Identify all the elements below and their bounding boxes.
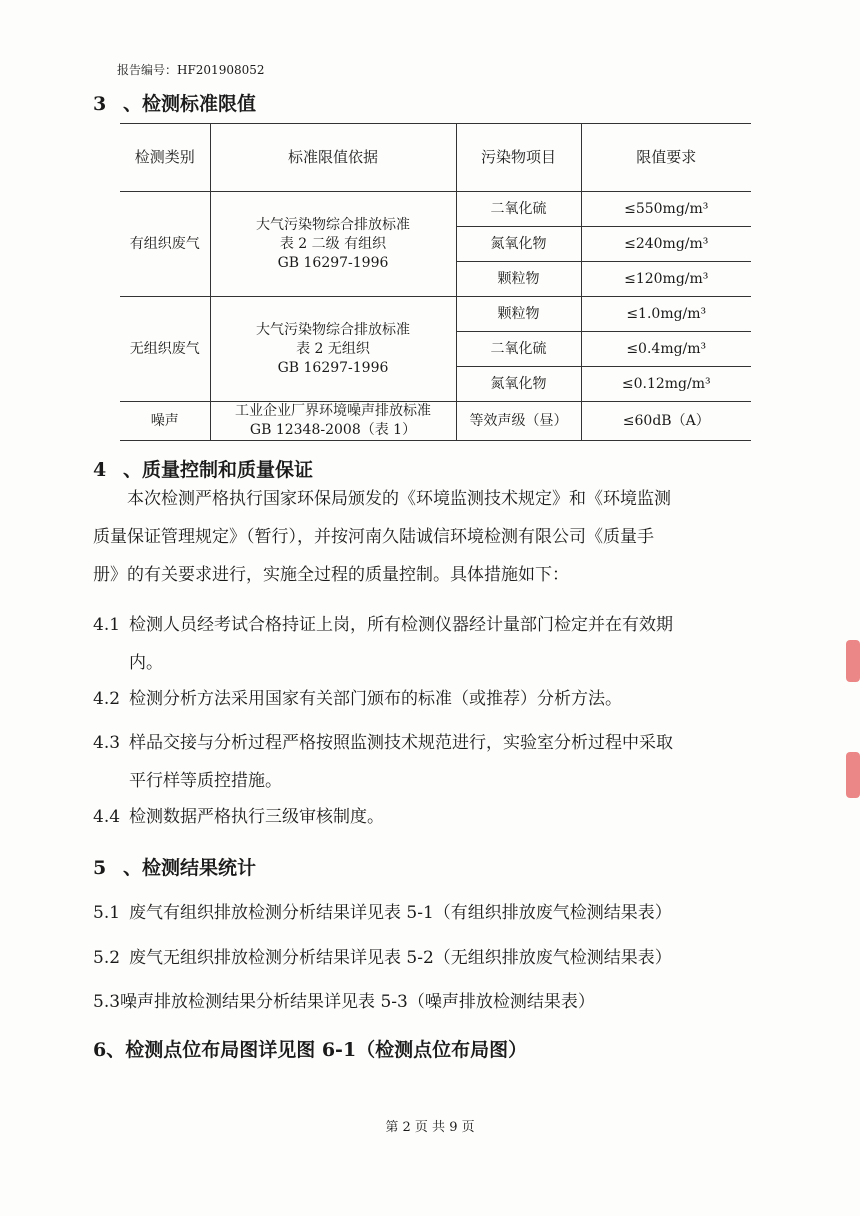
list-item: 5.3噪声排放检测结果分析结果详见表 5-3（噪声排放检测结果表） xyxy=(93,992,595,1012)
limit-cell: ≤1.0mg/m³ xyxy=(581,297,751,332)
limit-cell: ≤550mg/m³ xyxy=(581,192,751,227)
header-basis: 标准限值依据 xyxy=(210,124,456,192)
table-row xyxy=(120,297,751,332)
category-cell: 有组织废气 xyxy=(120,192,210,297)
limit-cell: ≤240mg/m³ xyxy=(581,227,751,262)
limit-cell: ≤60dB（A） xyxy=(581,402,751,441)
section-3-heading: 3 、检测标准限值 xyxy=(93,93,257,115)
pollutant-cell: 二氧化硫 xyxy=(456,192,581,227)
category-cell: 无组织废气 xyxy=(120,297,210,402)
basis-cell: 大气污染物综合排放标准 表 2 无组织 GB 16297-1996 xyxy=(210,297,456,402)
list-item: 4.2 检测分析方法采用国家有关部门颁布的标准（或推荐）分析方法。 xyxy=(93,689,622,709)
pollutant-cell: 颗粒物 xyxy=(456,262,581,297)
pollutant-cell: 颗粒物 xyxy=(456,297,581,332)
standard-limits-table xyxy=(120,123,751,441)
table-row xyxy=(120,402,751,441)
table-header-row xyxy=(120,124,751,192)
section-4-heading: 4 、质量控制和质量保证 xyxy=(93,459,314,481)
pollutant-cell: 氮氧化物 xyxy=(456,367,581,402)
pollutant-cell: 二氧化硫 xyxy=(456,332,581,367)
list-item: 4.1 检测人员经考试合格持证上岗，所有检测仪器经计量部门检定并在有效期 内。 xyxy=(93,615,673,673)
seal-stamp-mark xyxy=(846,640,860,682)
table-row xyxy=(120,192,751,227)
limit-cell: ≤120mg/m³ xyxy=(581,262,751,297)
seal-stamp-mark xyxy=(846,752,860,798)
basis-cell: 工业企业厂界环境噪声排放标准 GB 12348-2008（表 1） xyxy=(210,402,456,441)
limit-cell: ≤0.12mg/m³ xyxy=(581,367,751,402)
list-item: 4.4 检测数据严格执行三级审核制度。 xyxy=(93,807,384,827)
list-item: 5.2 废气无组织排放检测分析结果详见表 5-2（无组织排放废气检测结果表） xyxy=(93,948,672,968)
report-number: 报告编号：HF201908052 xyxy=(117,63,265,77)
limit-cell: ≤0.4mg/m³ xyxy=(581,332,751,367)
basis-cell: 大气污染物综合排放标准 表 2 二级 有组织 GB 16297-1996 xyxy=(210,192,456,297)
list-item: 4.3 样品交接与分析过程严格按照监测技术规范进行，实验室分析过程中采取 平行样等质控措施。 xyxy=(93,733,673,791)
pollutant-cell: 氮氧化物 xyxy=(456,227,581,262)
section-5-heading: 5 、检测结果统计 xyxy=(93,857,257,879)
header-pollutant: 污染物项目 xyxy=(456,124,581,192)
page-footer: 第 2 页 共 9 页 xyxy=(385,1120,475,1135)
list-item: 5.1 废气有组织排放检测分析结果详见表 5-1（有组织排放废气检测结果表） xyxy=(93,903,672,923)
category-cell: 噪声 xyxy=(120,402,210,441)
quality-intro-paragraph: 本次检测严格执行国家环保局颁发的《环境监测技术规定》和《环境监测 质量保证管理规定》（暂行），并按河南久陆诚信环境检测有限公司《质量手 册》的有关要求进行，实施全过程的质量控制。具体措施如下： xyxy=(93,489,671,585)
pollutant-cell: 等效声级（昼） xyxy=(456,402,581,441)
header-category: 检测类别 xyxy=(120,124,210,192)
section-6-heading: 6、检测点位布局图详见图 6-1（检测点位布局图） xyxy=(93,1039,528,1061)
header-limit: 限值要求 xyxy=(581,124,751,192)
